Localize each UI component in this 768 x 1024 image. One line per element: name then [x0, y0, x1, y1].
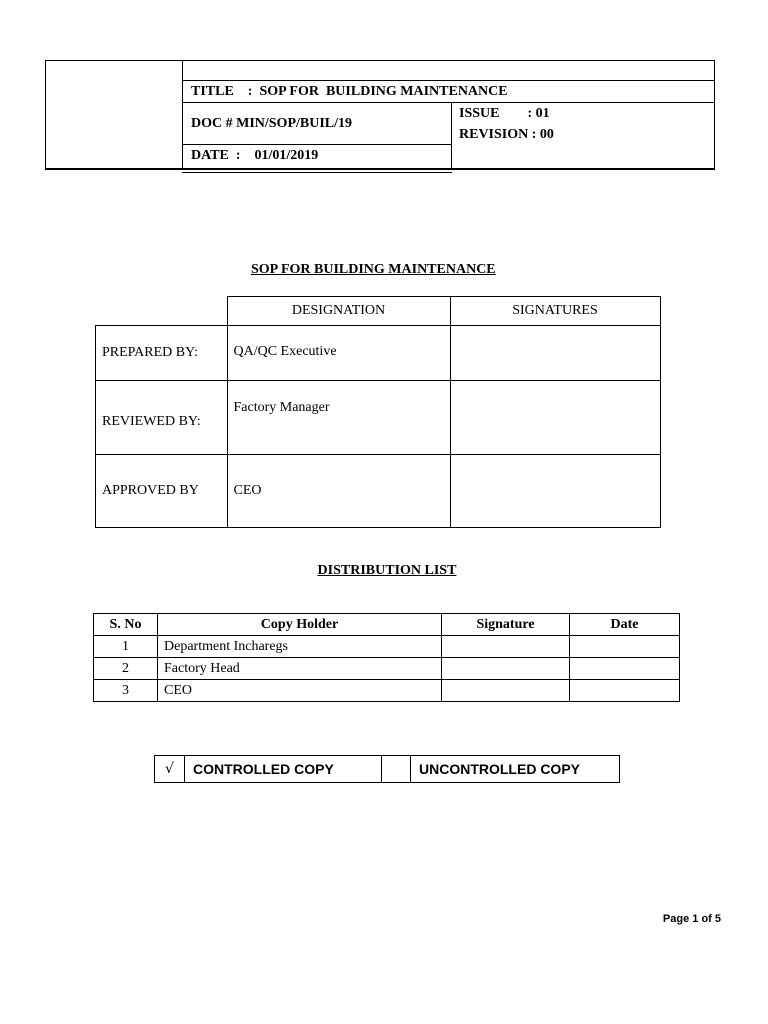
controlled-checkbox[interactable]: √	[155, 756, 185, 783]
header-date-underline	[182, 172, 452, 173]
approval-col-signatures: SIGNATURES	[450, 297, 660, 326]
dist-date	[570, 658, 680, 680]
approval-role: REVIEWED BY:	[96, 381, 228, 455]
approval-designation: Factory Manager	[227, 381, 450, 455]
header-border-bottom	[45, 168, 715, 170]
distribution-heading: DISTRIBUTION LIST	[317, 563, 457, 578]
logo-cell	[46, 61, 182, 168]
page-number: Page 1 of 5	[662, 913, 721, 925]
approval-table	[95, 296, 661, 528]
controlled-copy-label: CONTROLLED COPY	[185, 756, 382, 783]
header-row-divider-3	[182, 144, 452, 145]
issue-cell-divider	[451, 102, 452, 170]
doc-heading-text: SOP FOR BUILDING MAINTENANCE	[251, 262, 496, 277]
dist-sno: 1	[94, 636, 158, 658]
dist-col-copy-holder: Copy Holder	[158, 614, 442, 636]
approval-signature-cell	[450, 381, 660, 455]
dist-signature	[442, 658, 570, 680]
uncontrolled-checkbox[interactable]	[382, 756, 411, 783]
dist-sno: 3	[94, 680, 158, 702]
distribution-header-row	[94, 614, 680, 636]
header-date: DATE : 01/01/2019	[191, 148, 319, 163]
approval-signature-cell	[450, 455, 660, 528]
approval-designation: CEO	[227, 455, 450, 528]
header-title: TITLE : SOP FOR BUILDING MAINTENANCE	[191, 84, 508, 99]
approval-row-reviewed	[96, 381, 661, 455]
dist-col-sno: S. No	[94, 614, 158, 636]
header-border-right	[714, 60, 715, 170]
dist-col-date: Date	[570, 614, 680, 636]
approval-corner	[96, 297, 228, 326]
dist-signature	[442, 680, 570, 702]
approval-designation: QA/QC Executive	[227, 326, 450, 381]
distribution-table	[93, 613, 680, 702]
header-doc-number: DOC # MIN/SOP/BUIL/19	[191, 116, 353, 131]
approval-row-approved	[96, 455, 661, 528]
doc-heading	[251, 262, 547, 278]
dist-holder: Department Incharegs	[158, 636, 442, 658]
header-issue: ISSUE : 01	[459, 106, 550, 121]
table-row	[94, 658, 680, 680]
approval-role: APPROVED BY	[96, 455, 228, 528]
dist-signature	[442, 636, 570, 658]
approval-row-prepared	[96, 326, 661, 381]
dist-date	[570, 636, 680, 658]
approval-signature-cell	[450, 326, 660, 381]
table-row	[94, 636, 680, 658]
header-revision: REVISION : 00	[459, 127, 554, 142]
approval-col-designation: DESIGNATION	[227, 297, 450, 326]
copy-status-row	[155, 756, 620, 783]
dist-holder: CEO	[158, 680, 442, 702]
dist-holder: Factory Head	[158, 658, 442, 680]
table-row	[94, 680, 680, 702]
dist-date	[570, 680, 680, 702]
approval-header-row	[96, 297, 661, 326]
dist-col-signature: Signature	[442, 614, 570, 636]
header-row-divider-2	[182, 102, 715, 103]
uncontrolled-copy-label: UNCONTROLLED COPY	[411, 756, 620, 783]
logo-cell-divider	[182, 60, 183, 170]
copy-status-box	[154, 755, 620, 783]
header-row-divider-1	[182, 80, 715, 81]
dist-sno: 2	[94, 658, 158, 680]
approval-role: PREPARED BY:	[96, 326, 228, 381]
